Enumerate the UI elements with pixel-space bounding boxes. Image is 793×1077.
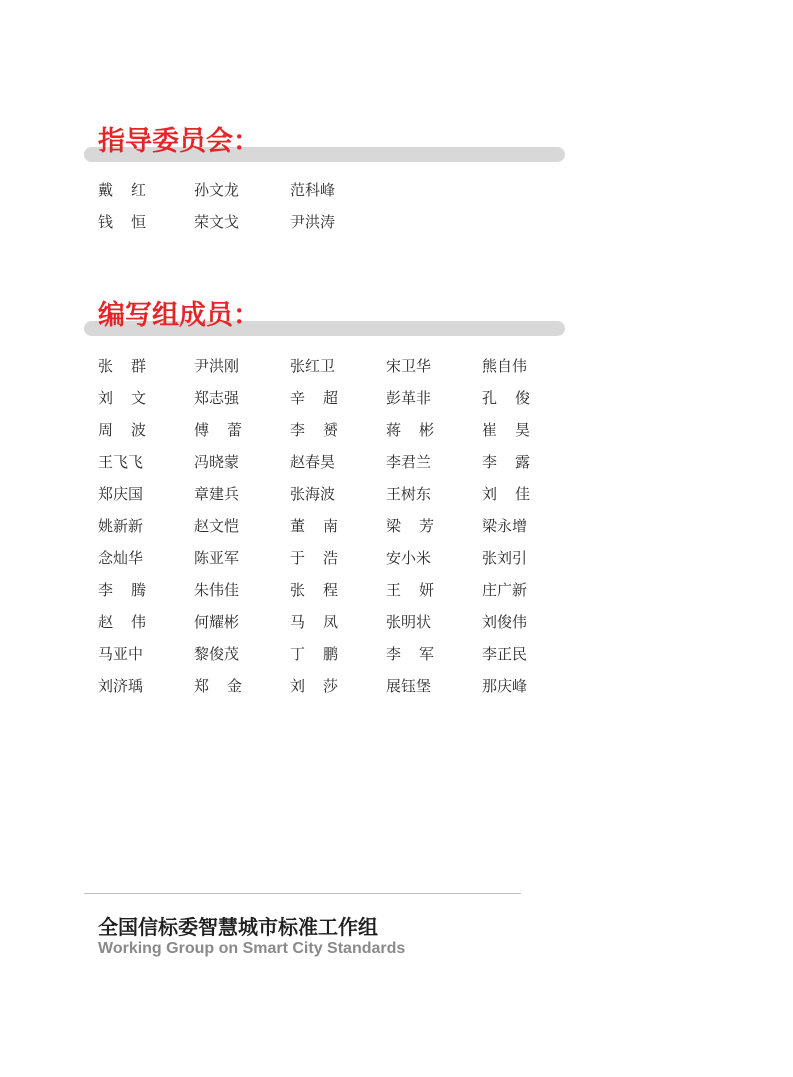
writer-name: 彭革非 bbox=[386, 389, 432, 407]
writer-name: 王 妍 bbox=[386, 581, 434, 599]
writer-name: 赵 伟 bbox=[98, 613, 146, 631]
writer-name: 李 赟 bbox=[290, 421, 338, 439]
writer-name: 傅 蕾 bbox=[194, 421, 242, 439]
writer-name: 刘 佳 bbox=[482, 485, 530, 503]
footer-divider bbox=[84, 893, 521, 894]
writer-name: 安小米 bbox=[386, 549, 432, 567]
writers-title: 编写组成员： bbox=[98, 300, 260, 331]
writer-name: 刘 文 bbox=[98, 389, 146, 407]
writer-name: 念灿华 bbox=[98, 549, 144, 567]
writers-name-grid bbox=[98, 356, 578, 708]
writer-name: 展钰堡 bbox=[386, 677, 432, 695]
committee-name: 孙文龙 bbox=[194, 181, 240, 199]
writer-name: 王树东 bbox=[386, 485, 432, 503]
footer-org-chinese: 全国信标委智慧城市标准工作组 bbox=[98, 915, 378, 939]
writer-name: 章建兵 bbox=[194, 485, 240, 503]
writer-name: 于 浩 bbox=[290, 549, 338, 567]
writer-name: 王飞飞 bbox=[98, 453, 144, 471]
writer-name: 郑志强 bbox=[194, 389, 240, 407]
writer-name: 熊自伟 bbox=[482, 357, 528, 375]
writer-name: 尹洪刚 bbox=[194, 357, 240, 375]
writer-name: 辛 超 bbox=[290, 389, 338, 407]
writer-name: 董 南 bbox=[290, 517, 338, 535]
writer-name: 李 腾 bbox=[98, 581, 146, 599]
writer-name: 郑庆国 bbox=[98, 485, 144, 503]
writer-name: 梁永增 bbox=[482, 517, 528, 535]
writer-name: 何耀彬 bbox=[194, 613, 240, 631]
writer-name: 崔 昊 bbox=[482, 421, 530, 439]
writer-name: 李 露 bbox=[482, 453, 530, 471]
committee-name-grid bbox=[98, 180, 386, 244]
writer-name: 陈亚军 bbox=[194, 549, 240, 567]
writer-name: 黎俊茂 bbox=[194, 645, 240, 663]
writer-name: 庄广新 bbox=[482, 581, 528, 599]
committee-name: 范科峰 bbox=[290, 181, 336, 199]
committee-name: 尹洪涛 bbox=[290, 213, 336, 231]
writer-name: 赵春昊 bbox=[290, 453, 336, 471]
writer-name: 张刘引 bbox=[482, 549, 528, 567]
writer-name: 李正民 bbox=[482, 645, 528, 663]
writer-name: 刘俊伟 bbox=[482, 613, 528, 631]
writer-name: 姚新新 bbox=[98, 517, 144, 535]
writer-name: 周 波 bbox=[98, 421, 146, 439]
writer-name: 李君兰 bbox=[386, 453, 432, 471]
writer-name: 马亚中 bbox=[98, 645, 144, 663]
writer-name: 马 凤 bbox=[290, 613, 338, 631]
writer-name: 蒋 彬 bbox=[386, 421, 434, 439]
writer-name: 宋卫华 bbox=[386, 357, 432, 375]
writer-name: 丁 鹏 bbox=[290, 645, 338, 663]
writer-name: 孔 俊 bbox=[482, 389, 530, 407]
writer-name: 冯晓蒙 bbox=[194, 453, 240, 471]
writer-name: 刘 莎 bbox=[290, 677, 338, 695]
writer-name: 张海波 bbox=[290, 485, 336, 503]
writer-name: 朱伟佳 bbox=[194, 581, 240, 599]
committee-name: 戴 红 bbox=[98, 181, 146, 199]
writer-name: 梁 芳 bbox=[386, 517, 434, 535]
writer-name: 张 程 bbox=[290, 581, 338, 599]
writer-name: 刘济瑀 bbox=[98, 677, 144, 695]
writer-name: 李 军 bbox=[386, 645, 434, 663]
committee-title: 指导委员会： bbox=[98, 126, 260, 157]
writer-name: 郑 金 bbox=[194, 677, 242, 695]
committee-name: 钱 恒 bbox=[98, 213, 146, 231]
writer-name: 张 群 bbox=[98, 357, 146, 375]
writer-name: 张红卫 bbox=[290, 357, 336, 375]
writer-name: 那庆峰 bbox=[482, 677, 528, 695]
writer-name: 赵文恺 bbox=[194, 517, 240, 535]
committee-name: 荣文戈 bbox=[194, 213, 240, 231]
writer-name: 张明状 bbox=[386, 613, 432, 631]
footer-org-english: Working Group on Smart City Standards bbox=[98, 940, 406, 957]
